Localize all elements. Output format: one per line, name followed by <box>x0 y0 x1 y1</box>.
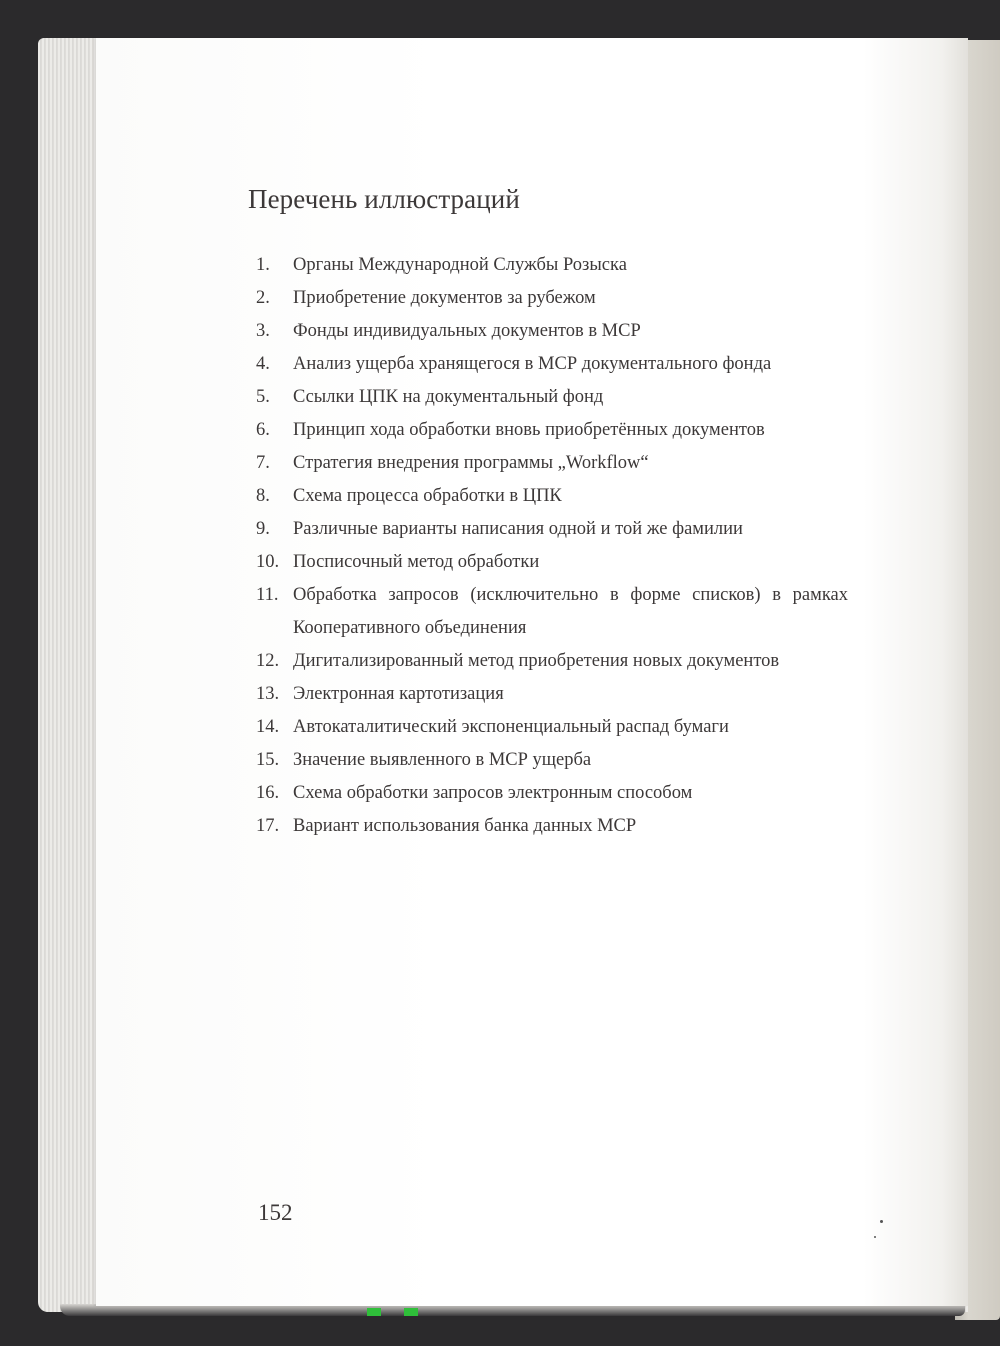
item-number: 2. <box>256 288 270 308</box>
list-item <box>248 381 848 414</box>
item-text: Приобретение документов за рубежом <box>293 288 596 308</box>
list-item <box>248 645 848 678</box>
list-item <box>248 414 848 447</box>
item-text: Дигитализированный метод приобретения новых документов <box>293 651 780 671</box>
list-item <box>248 579 848 645</box>
item-number: 4. <box>256 354 270 374</box>
list-item <box>248 810 848 843</box>
item-number: 1. <box>256 255 270 275</box>
illustrations-list-section <box>248 184 848 843</box>
list-item <box>248 546 848 579</box>
list-item <box>248 249 848 282</box>
item-number: 12. <box>256 651 280 671</box>
speck <box>874 1236 876 1238</box>
item-number: 15. <box>256 750 280 770</box>
item-number: 14. <box>256 717 280 737</box>
green-tab-mark <box>404 1308 418 1316</box>
item-text: Автокаталитический экспоненциальный распад бумаги <box>293 717 729 737</box>
item-number: 8. <box>256 486 270 506</box>
list-item <box>248 744 848 777</box>
page-heading: Перечень иллюстраций <box>248 184 520 214</box>
item-number: 13. <box>256 684 280 704</box>
item-number: 6. <box>256 420 270 440</box>
item-number: 3. <box>256 321 270 341</box>
list-item <box>248 447 848 480</box>
item-text: Фонды индивидуальных документов в МСР <box>293 321 641 341</box>
item-text: Схема обработки запросов электронным способом <box>293 783 693 803</box>
list-item <box>248 348 848 381</box>
item-number: 7. <box>256 453 270 473</box>
item-text: Обработка запросов (исключительно в форме списков) в рамках Кооперативного объединения <box>293 585 848 638</box>
item-text: Схема процесса обработки в ЦПК <box>293 486 562 506</box>
speck <box>880 1220 883 1223</box>
item-text: Различные варианты написания одной и той же фамилии <box>293 519 743 539</box>
illustrations-list <box>248 249 848 843</box>
item-text: Вариант использования банка данных МСР <box>293 816 637 836</box>
item-text: Анализ ущерба хранящегося в МСР документального фонда <box>293 354 772 374</box>
item-text: Электронная картотизация <box>293 684 504 704</box>
item-text: Ссылки ЦПК на документальный фонд <box>293 387 604 407</box>
item-number: 10. <box>256 552 280 572</box>
list-item <box>248 282 848 315</box>
item-number: 9. <box>256 519 270 539</box>
page-number: 152 <box>258 1200 293 1225</box>
item-number: 5. <box>256 387 270 407</box>
item-number: 11. <box>256 585 279 605</box>
list-item <box>248 315 848 348</box>
item-number: 16. <box>256 783 280 803</box>
list-item <box>248 711 848 744</box>
list-item <box>248 513 848 546</box>
list-item <box>248 678 848 711</box>
green-tab-mark <box>367 1308 381 1316</box>
list-item <box>248 777 848 810</box>
item-text: Посписочный метод обработки <box>293 552 540 572</box>
item-number: 17. <box>256 816 280 836</box>
list-item <box>248 480 848 513</box>
item-text: Принцип хода обработки вновь приобретённых документов <box>293 420 765 440</box>
item-text: Органы Международной Службы Розыска <box>293 255 627 275</box>
item-text: Стратегия внедрения программы „Workflow“ <box>293 453 649 473</box>
item-text: Значение выявленного в МСР ущерба <box>293 750 592 770</box>
